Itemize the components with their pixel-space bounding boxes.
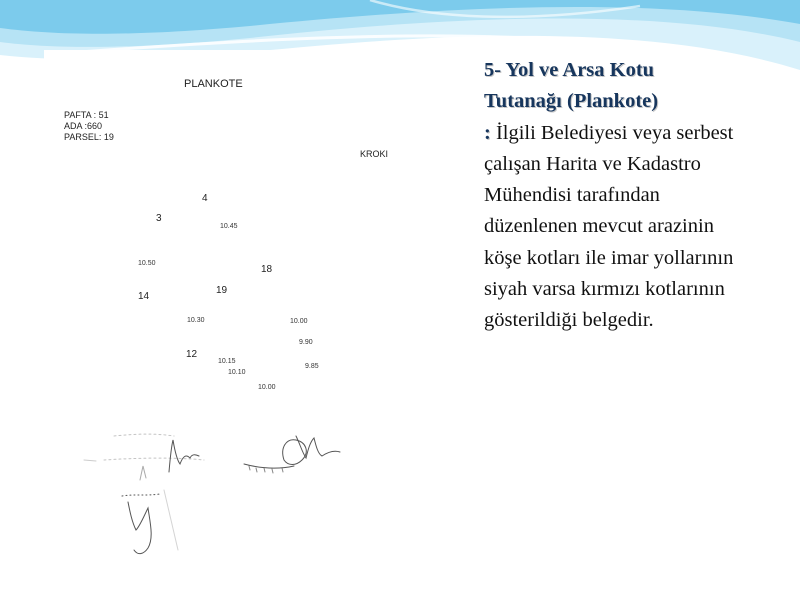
kroki-label: KROKI	[360, 149, 389, 159]
lot-number: 4	[202, 193, 208, 204]
lot-number: 3	[156, 213, 162, 224]
lot-number: 14	[138, 291, 150, 302]
description-body: İlgili Belediyesi veya serbest çalışan Harita ve Kadastro Mühendisi tarafından düzenlenen mevcut arazinin köşe kotları ile imar yollarının siyah varsa kırmızı kotlarının gösterildiği belgedir.	[484, 121, 734, 332]
elevation-value: 10.30	[187, 317, 205, 324]
lot-number: 19	[216, 285, 228, 296]
signature-scribbles	[44, 430, 402, 568]
elevation-value: 9.85	[305, 363, 319, 370]
heading-colon: :	[484, 121, 491, 144]
lot-number: 12	[186, 349, 198, 360]
pafta-label: PAFTA : 51	[64, 110, 109, 120]
elevation-value: 10.15	[218, 358, 236, 365]
description-text-block	[484, 55, 734, 337]
document-title: PLANKOTE	[184, 78, 243, 90]
ada-label: ADA :660	[64, 121, 103, 131]
lot-number: 18	[261, 264, 273, 275]
elevation-value: 10.00	[258, 384, 276, 391]
elevation-value: 10.50	[138, 260, 156, 267]
section-heading: 5- Yol ve Arsa Kotu Tutanağı (Plankote)	[484, 59, 659, 113]
elevation-value: 9.90	[299, 339, 313, 346]
elevation-value: 10.10	[228, 369, 246, 376]
elevation-value: 10.00	[290, 318, 308, 325]
elevation-value: 10.45	[220, 223, 238, 230]
parsel-label: PARSEL: 19	[64, 132, 114, 142]
plankote-document-scan	[44, 50, 402, 568]
